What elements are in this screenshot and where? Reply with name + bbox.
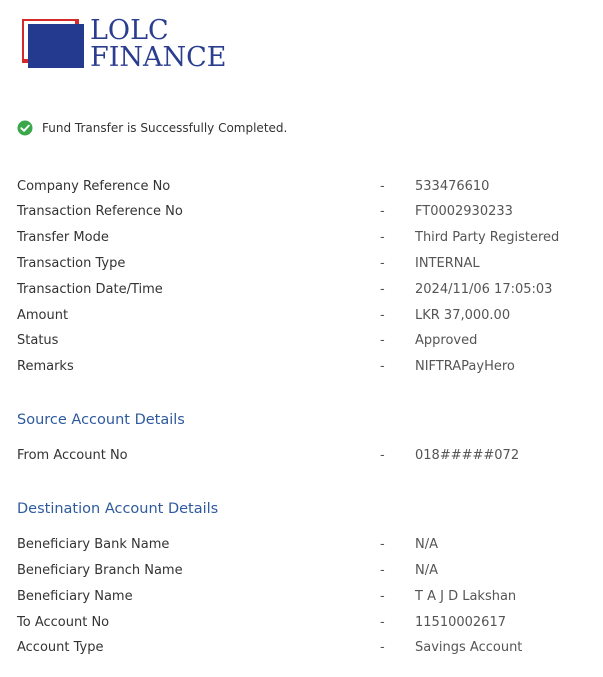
detail-label: Transfer Mode: [17, 230, 109, 245]
detail-row-to-account: [17, 613, 597, 633]
detail-row-company-ref: [17, 177, 597, 197]
detail-separator: -: [380, 563, 385, 578]
success-text: Fund Transfer is Successfully Completed.: [42, 121, 288, 135]
detail-label: Account Type: [17, 640, 104, 655]
detail-label: Company Reference No: [17, 179, 171, 194]
detail-value: LKR 37,000.00: [415, 308, 511, 323]
source-account-heading: Source Account Details: [17, 412, 185, 428]
detail-separator: -: [380, 204, 385, 219]
detail-row-beneficiary-name: [17, 587, 597, 607]
detail-row-account-type: [17, 638, 597, 658]
destination-account-heading: Destination Account Details: [17, 501, 219, 517]
detail-value: Savings Account: [415, 640, 523, 655]
detail-value: 2024/11/06 17:05:03: [415, 282, 553, 297]
detail-value: 533476610: [415, 179, 490, 194]
detail-separator: -: [380, 640, 385, 655]
detail-separator: -: [380, 589, 385, 604]
detail-row-amount: [17, 306, 597, 326]
detail-label: Amount: [17, 308, 69, 323]
detail-row-beneficiary-bank: [17, 535, 597, 555]
detail-value: T A J D Lakshan: [415, 589, 517, 604]
detail-value: Approved: [415, 333, 478, 348]
detail-label: From Account No: [17, 448, 128, 463]
detail-label: Beneficiary Bank Name: [17, 537, 170, 552]
detail-label: To Account No: [17, 615, 110, 630]
detail-label: Beneficiary Name: [17, 589, 133, 604]
detail-separator: -: [380, 230, 385, 245]
detail-row-transaction-datetime: [17, 280, 597, 300]
logo-text-line1: LOLC: [90, 15, 169, 46]
success-message: [17, 120, 287, 136]
detail-value: FT0002930233: [415, 204, 513, 219]
detail-label: Transaction Date/Time: [17, 282, 163, 297]
detail-label: Remarks: [17, 359, 74, 374]
detail-value: 11510002617: [415, 615, 506, 630]
detail-value: N/A: [415, 537, 438, 552]
detail-separator: -: [380, 308, 385, 323]
detail-value: NIFTRAPayHero: [415, 359, 515, 374]
detail-separator: -: [380, 333, 385, 348]
detail-label: Status: [17, 333, 59, 348]
detail-value: Third Party Registered: [415, 230, 560, 245]
detail-row-status: [17, 331, 597, 351]
detail-separator: -: [380, 179, 385, 194]
detail-row-transaction-ref: [17, 202, 597, 222]
detail-separator: -: [380, 359, 385, 374]
detail-separator: -: [380, 537, 385, 552]
detail-separator: -: [380, 256, 385, 271]
check-circle-icon: [17, 120, 33, 136]
detail-label: Beneficiary Branch Name: [17, 563, 183, 578]
detail-row-beneficiary-branch: [17, 561, 597, 581]
detail-separator: -: [380, 282, 385, 297]
detail-row-from-account: [17, 446, 597, 466]
detail-separator: -: [380, 615, 385, 630]
detail-separator: -: [380, 448, 385, 463]
detail-label: Transaction Reference No: [17, 204, 183, 219]
detail-value: N/A: [415, 563, 438, 578]
logo-text-line2: FINANCE: [90, 42, 227, 73]
logo-mark-icon: [22, 19, 84, 68]
detail-row-transaction-type: [17, 254, 597, 274]
detail-label: Transaction Type: [17, 256, 126, 271]
detail-value: 018#####072: [415, 448, 520, 463]
detail-row-transfer-mode: [17, 228, 597, 248]
detail-value: INTERNAL: [415, 256, 480, 271]
lolc-finance-logo: [18, 12, 227, 81]
detail-row-remarks: [17, 357, 597, 377]
